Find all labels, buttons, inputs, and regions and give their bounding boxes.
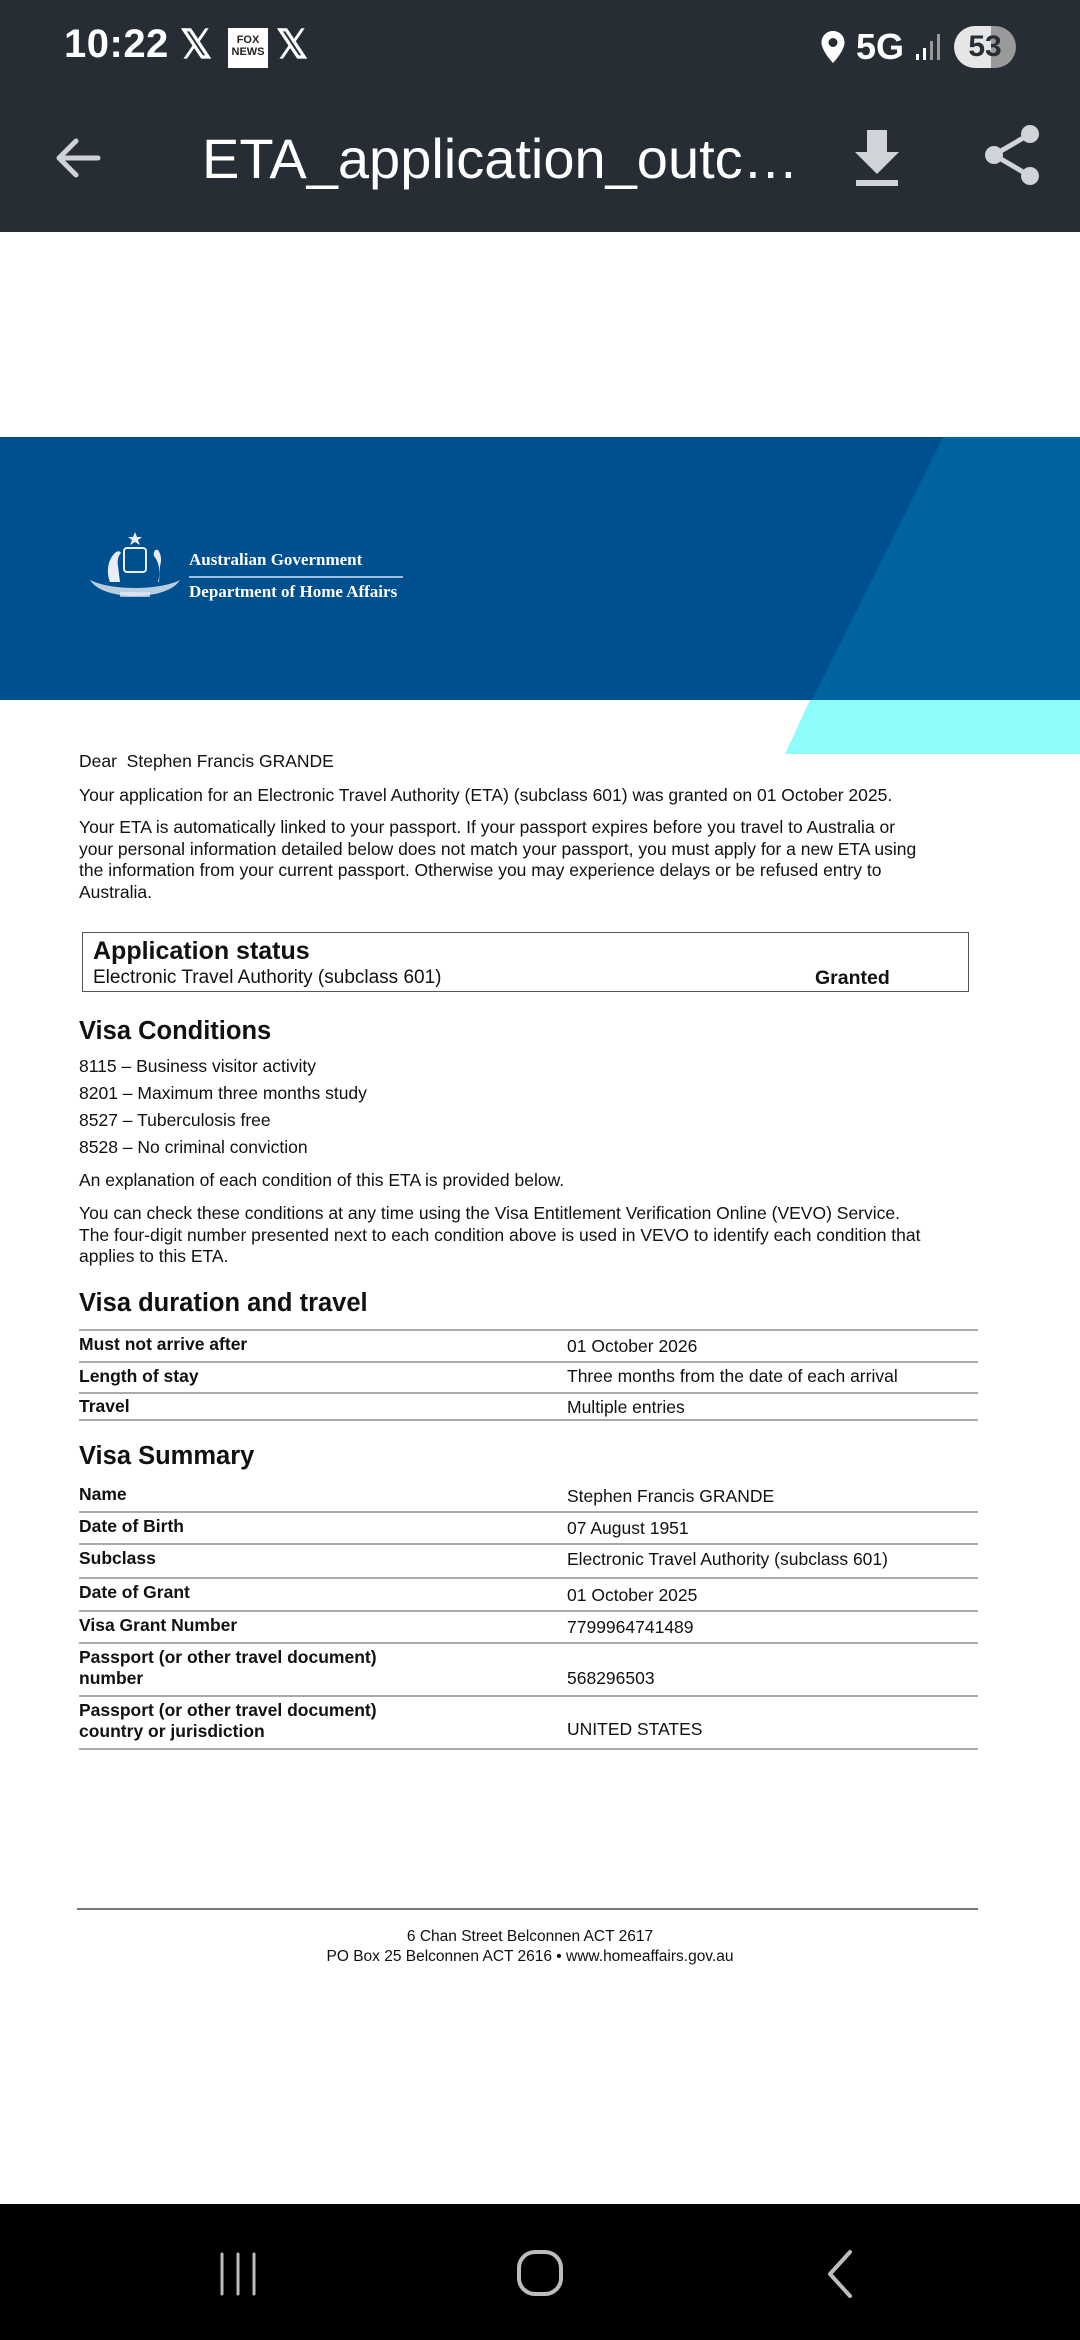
home-icon[interactable] [515, 2248, 565, 2303]
row-value: 568296503 [567, 1668, 655, 1688]
paragraph-line: Australia. [79, 881, 152, 902]
row-label: Travel [79, 1396, 130, 1416]
row-label: Date of Birth [79, 1516, 184, 1536]
status-bar [0, 0, 1080, 98]
paragraph-line: You can check these conditions at any time using the Visa Entitlement Verification Online (VEVO) Service. [79, 1203, 900, 1223]
visa-conditions-heading: Visa Conditions [79, 1017, 272, 1045]
department-name: Department of Home Affairs [189, 582, 398, 601]
row-label: Must not arrive after [79, 1334, 248, 1354]
row-value: Electronic Travel Authority (subclass 601) [567, 1549, 888, 1569]
row-label: Passport (or other travel document) number [79, 1647, 377, 1688]
row-value: 7799964741489 [567, 1617, 694, 1637]
table-row [79, 1579, 978, 1612]
paragraph-line: your personal information detailed below does not match your passport, you must apply for a new ETA using [79, 838, 917, 859]
visa-summary-table [79, 1480, 978, 1750]
applicant-name: Stephen Francis GRANDE [126, 751, 334, 771]
signal-icon [914, 32, 944, 62]
status-badge: Granted [815, 967, 890, 989]
row-value: Multiple entries [567, 1397, 685, 1417]
clock: 10:22 [64, 22, 169, 66]
paragraph-line: Your ETA is automatically linked to your passport. If your passport expires before you travel to Australia or [79, 817, 896, 837]
system-nav-bar [0, 2204, 1080, 2340]
passport-paragraph [79, 817, 916, 903]
table-row [79, 1480, 978, 1513]
condition-item: 8201 – Maximum three months study [79, 1083, 367, 1103]
visa-duration-table [79, 1329, 978, 1421]
condition-item: 8115 – Business visitor activity [79, 1056, 317, 1076]
download-icon[interactable] [850, 128, 904, 193]
visa-summary-heading: Visa Summary [79, 1442, 255, 1470]
row-label: Name [79, 1484, 127, 1504]
battery-indicator: 53 [954, 26, 1016, 68]
table-row [79, 1644, 978, 1697]
government-wordmark [189, 550, 403, 602]
x-notification-icon: 𝕏 [180, 23, 213, 67]
row-value: UNITED STATES [567, 1719, 703, 1739]
table-row [79, 1612, 978, 1644]
table-row [79, 1545, 978, 1579]
row-label: Passport (or other travel document) country or jurisdiction [79, 1700, 377, 1741]
network-type: 5G [855, 26, 904, 67]
table-row [79, 1513, 978, 1545]
footer-divider [77, 1908, 978, 1910]
paragraph-line: applies to this ETA. [79, 1246, 229, 1266]
status-right [820, 26, 1016, 68]
row-value: Stephen Francis GRANDE [567, 1486, 775, 1506]
table-row [79, 1363, 978, 1394]
application-status-box [82, 932, 969, 992]
vevo-paragraph [79, 1203, 921, 1268]
coat-of-arms-icon [80, 530, 190, 606]
row-label: Date of Grant [79, 1582, 190, 1602]
application-status-heading: Application status [93, 937, 310, 965]
salutation [79, 751, 334, 773]
x-notification-icon: 𝕏 [276, 23, 309, 67]
table-row [79, 1697, 978, 1750]
fox-news-notification-icon: FOX NEWS [228, 28, 268, 68]
row-label: Visa Grant Number [79, 1615, 238, 1635]
condition-item: 8527 – Tuberculosis free [79, 1110, 271, 1130]
row-value: 01 October 2025 [567, 1585, 698, 1605]
conditions-explanation: An explanation of each condition of this ETA is provided below. [79, 1170, 565, 1190]
app-bar [0, 98, 1080, 232]
visa-type: Electronic Travel Authority (subclass 601) [93, 967, 442, 988]
row-value: 01 October 2026 [567, 1336, 698, 1356]
location-icon [820, 30, 846, 64]
share-icon[interactable] [982, 124, 1042, 191]
back-arrow-icon[interactable] [52, 132, 104, 189]
grant-sentence: Your application for an Electronic Travel Authority (ETA) (subclass 601) was granted on 01 October 2025. [79, 785, 893, 805]
visa-duration-heading: Visa duration and travel [79, 1289, 368, 1317]
document-title: ETA_application_outc… [202, 127, 799, 190]
footer-address: 6 Chan Street Belconnen ACT 2617 [406, 1928, 654, 1945]
paragraph-line: The four-digit number presented next to each condition above is used in VEVO to identify each condition that [79, 1224, 921, 1245]
back-icon[interactable] [822, 2250, 858, 2303]
salutation-prefix: Dear [79, 751, 117, 771]
row-label: Subclass [79, 1548, 156, 1568]
paragraph-line: the information from your current passport. Otherwise you may experience delays or be refused entry to [79, 860, 882, 880]
condition-item: 8528 – No criminal conviction [79, 1137, 308, 1157]
recents-icon[interactable] [214, 2250, 262, 2303]
footer-po-box: PO Box 25 Belconnen ACT 2616 • www.homeaffairs.gov.au [326, 1948, 734, 1965]
row-value: 07 August 1951 [567, 1518, 689, 1538]
government-name: Australian Government [189, 550, 403, 578]
table-row [79, 1331, 978, 1363]
row-value: Three months from the date of each arrival [567, 1366, 898, 1386]
row-label: Length of stay [79, 1366, 199, 1386]
table-row [79, 1394, 978, 1421]
